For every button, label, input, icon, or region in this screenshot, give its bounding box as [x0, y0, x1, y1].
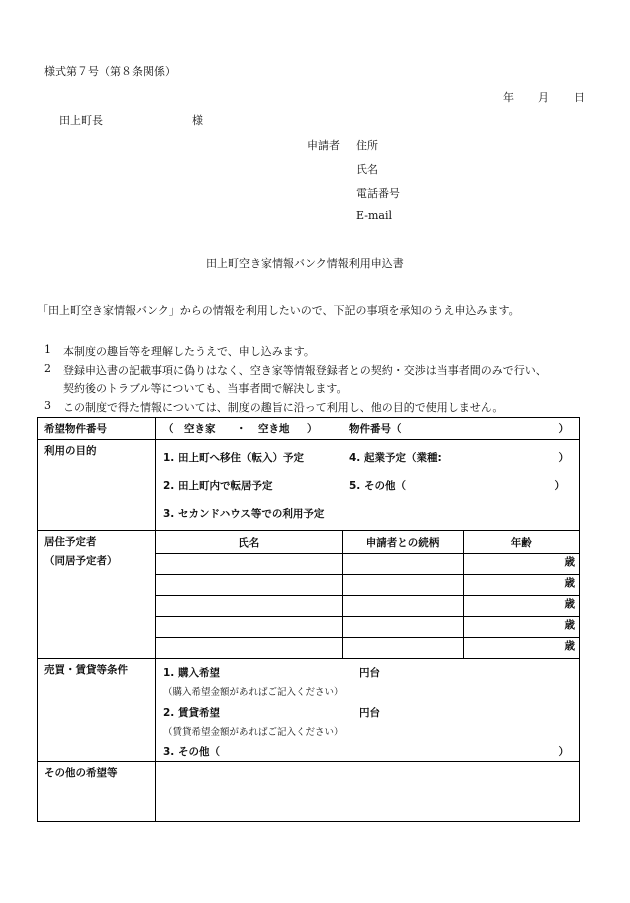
- resident-name-input[interactable]: [156, 575, 342, 596]
- term-text: 登録申込書の記載事項に偽りはなく、空き家等情報登録者との契約・交渉は当事者間のみで行い、: [63, 364, 547, 377]
- conditions-label: 売買・賃貸等条件: [38, 659, 156, 762]
- application-form-table: [37, 417, 580, 822]
- table-row: [156, 638, 579, 659]
- applicant-address-label: 住所: [356, 139, 378, 152]
- term-num: 1: [44, 343, 51, 356]
- resident-age-input[interactable]: [463, 554, 579, 575]
- age-unit: 歳: [564, 640, 575, 652]
- residents-table: [156, 531, 579, 658]
- other-wishes-label: その他の希望等: [38, 762, 156, 822]
- rent-price-unit: 円台: [359, 707, 380, 719]
- property-no-label: 物件番号（: [349, 423, 402, 435]
- resident-age-input[interactable]: [463, 596, 579, 617]
- applicant-phone-label: 電話番号: [356, 187, 400, 200]
- col-header-age: 年齢: [463, 531, 579, 554]
- other-wishes-input[interactable]: [156, 762, 580, 822]
- condition-other-close: ）: [558, 746, 569, 758]
- honorific: 様: [192, 114, 203, 127]
- resident-name-input[interactable]: [156, 617, 342, 638]
- age-unit: 歳: [564, 619, 575, 631]
- term-num: 3: [44, 399, 51, 412]
- form-number: 様式第７号（第８条関係）: [44, 65, 176, 78]
- purpose-label: 利用の目的: [38, 440, 156, 531]
- date-day: 日: [574, 91, 585, 104]
- col-header-name: 氏名: [156, 531, 342, 554]
- resident-name-input[interactable]: [156, 554, 342, 575]
- residents-label: 居住予定者: [44, 536, 97, 548]
- resident-relation-input[interactable]: [342, 638, 463, 659]
- applicant-label: 申請者: [307, 139, 340, 152]
- condition-rent-option[interactable]: 2. 賃貸希望: [163, 707, 220, 719]
- purpose-option-4[interactable]: 4. 起業予定（業種:: [349, 452, 442, 464]
- resident-age-input[interactable]: [463, 617, 579, 638]
- option-separator: ・: [236, 423, 247, 435]
- other-wishes-row: [38, 762, 580, 822]
- purpose-5-close: ）: [554, 480, 565, 492]
- applicant-name-label: 氏名: [356, 163, 378, 176]
- resident-age-input[interactable]: [463, 575, 579, 596]
- age-unit: 歳: [564, 598, 575, 610]
- resident-relation-input[interactable]: [342, 617, 463, 638]
- residents-table-cell: [156, 531, 580, 659]
- purpose-option-2[interactable]: 2. 田上町内で転居予定: [163, 480, 273, 492]
- term-text: この制度で得た情報については、制度の趣旨に沿って利用し、他の目的で使用しません。: [63, 401, 504, 414]
- table-row: [156, 554, 579, 575]
- date-year: 年: [503, 91, 514, 104]
- resident-name-input[interactable]: [156, 638, 342, 659]
- condition-purchase-option[interactable]: 1. 購入希望: [163, 667, 220, 679]
- purpose-4-close: ）: [558, 452, 569, 464]
- applicant-email-label: E-mail: [356, 209, 392, 222]
- term-text: 契約後のトラブル等についても、当事者間で解決します。: [63, 382, 348, 395]
- resident-relation-input[interactable]: [342, 554, 463, 575]
- purchase-price-unit: 円台: [359, 667, 380, 679]
- age-unit: 歳: [564, 556, 575, 568]
- residents-sublabel: （同居予定者）: [44, 555, 118, 567]
- property-number-label: 希望物件番号: [38, 418, 156, 440]
- purpose-option-5[interactable]: 5. その他（: [349, 480, 406, 492]
- residents-label-cell: [38, 531, 156, 659]
- conditions-row: [38, 659, 580, 762]
- table-row: [156, 617, 579, 638]
- property-number-row: [38, 418, 580, 440]
- purchase-price-note: （購入希望金額があればご記入ください）: [163, 687, 344, 698]
- purpose-field: [156, 440, 580, 531]
- property-close-paren: ）: [307, 423, 318, 435]
- term-num: 2: [44, 362, 51, 375]
- addressee: 田上町長: [59, 114, 103, 127]
- residents-row: [38, 531, 580, 659]
- col-header-relation: 申請者との続柄: [342, 531, 463, 554]
- table-row: [156, 575, 579, 596]
- rent-price-note: （賃貸希望金額があればご記入ください）: [163, 727, 344, 738]
- age-unit: 歳: [564, 577, 575, 589]
- conditions-field: [156, 659, 580, 762]
- intro-text: 「田上町空き家情報バンク」からの情報を利用したいので、下記の事項を承知のうえ申込みます。: [37, 304, 520, 317]
- purpose-option-1[interactable]: 1. 田上町へ移住（転入）予定: [163, 452, 304, 464]
- purpose-row: [38, 440, 580, 531]
- property-number-field[interactable]: [156, 418, 580, 440]
- vacant-land-option[interactable]: 空き地: [258, 423, 290, 435]
- table-row: [156, 596, 579, 617]
- resident-name-input[interactable]: [156, 596, 342, 617]
- property-open-paren: （: [163, 423, 174, 435]
- resident-age-input[interactable]: [463, 638, 579, 659]
- purpose-option-3[interactable]: 3. セカンドハウス等での利用予定: [163, 508, 325, 520]
- resident-relation-input[interactable]: [342, 596, 463, 617]
- resident-relation-input[interactable]: [342, 575, 463, 596]
- term-text: 本制度の趣旨等を理解したうえで、申し込みます。: [63, 345, 315, 358]
- property-no-close: ）: [558, 423, 569, 435]
- page-title: 田上町空き家情報バンク情報利用申込書: [206, 257, 404, 270]
- date-month: 月: [538, 91, 549, 104]
- vacant-house-option[interactable]: 空き家: [184, 423, 216, 435]
- condition-other-option[interactable]: 3. その他（: [163, 746, 220, 758]
